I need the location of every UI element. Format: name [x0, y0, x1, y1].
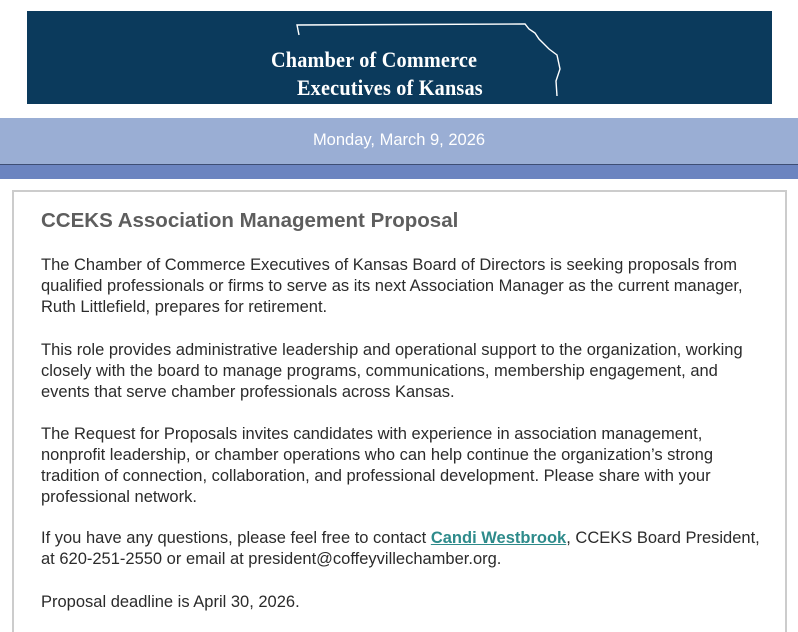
- logo-text-line1: Chamber of Commerce: [271, 47, 478, 72]
- cceks-logo: [267, 21, 567, 99]
- issue-date: Monday, March 9, 2026: [312, 131, 486, 149]
- article-title: CCEKS Association Management Proposal: [41, 209, 459, 232]
- date-bar: [0, 118, 798, 165]
- contact-link-candi-westbrook[interactable]: Candi Westbrook: [430, 529, 567, 547]
- article-card: [12, 190, 787, 632]
- logo-text-line2: Executives of Kansas: [297, 75, 483, 100]
- date-stripe: [0, 165, 798, 179]
- paragraph-contact: [41, 528, 766, 570]
- paragraph-role: This role provides administrative leadership and operational support to the organization, working closely with the board to manage programs, communications, membership engagement, and events that serve chamber professionals across Kansas.: [41, 341, 743, 401]
- paragraph-intro: The Chamber of Commerce Executives of Kansas Board of Directors is seeking proposals from qualified professionals or firms to serve as its next Association Manager as the current manager, Ruth Littlefield, prepares for retirement.: [41, 256, 743, 316]
- contact-text-before: If you have any questions, please feel free to contact: [41, 529, 431, 547]
- paragraph-deadline: Proposal deadline is April 30, 2026.: [41, 593, 300, 611]
- paragraph-rfp: The Request for Proposals invites candidates with experience in association management, nonprofit leadership, or chamber operations who can help continue the organization’s strong tradition of connection, collaboration, and professional development. Please share with your professional network.: [41, 425, 714, 506]
- header-banner: [27, 11, 772, 104]
- contact-text-after: , CCEKS Board President, at 620-251-2550 or email at president@coffeyvillechamber.org.: [41, 529, 760, 568]
